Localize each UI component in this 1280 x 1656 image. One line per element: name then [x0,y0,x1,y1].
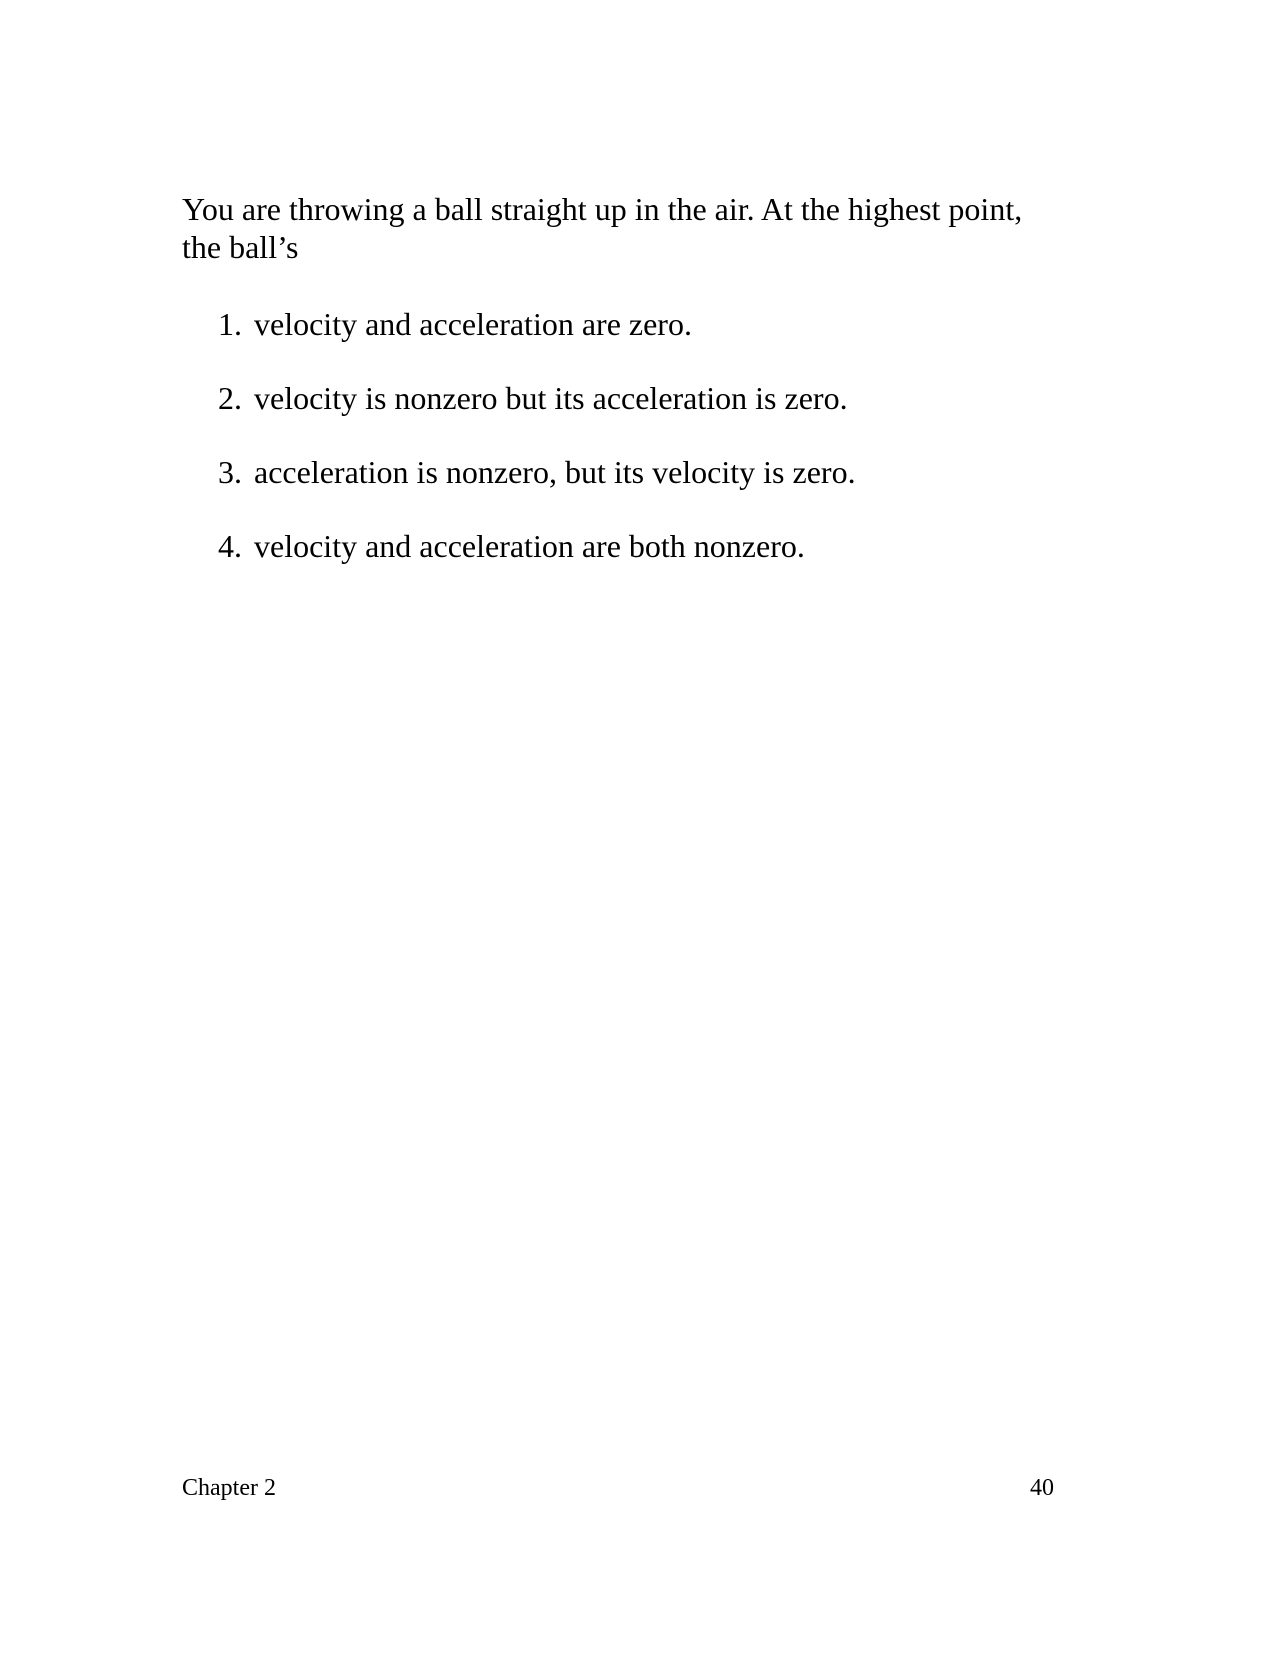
answer-option-3 [218,453,1078,491]
option-number: 3. [218,454,242,490]
answer-option-4 [218,527,1078,565]
answer-option-1 [218,305,1078,343]
option-text: velocity and acceleration are both nonzero. [254,528,805,564]
answer-option-2 [218,379,1078,417]
footer-page-number: 40 [1030,1475,1054,1501]
option-text: velocity and acceleration are zero. [254,306,692,342]
option-text: velocity is nonzero but its acceleration is zero. [254,380,848,416]
question-text: You are throwing a ball straight up in the air. At the highest point, the ball’s [182,191,1023,265]
footer-chapter: Chapter 2 [182,1475,276,1501]
option-number: 1. [218,306,242,342]
answer-options [218,305,1078,601]
option-text: acceleration is nonzero, but its velocity is zero. [254,454,856,490]
option-number: 4. [218,528,242,564]
option-number: 2. [218,380,242,416]
